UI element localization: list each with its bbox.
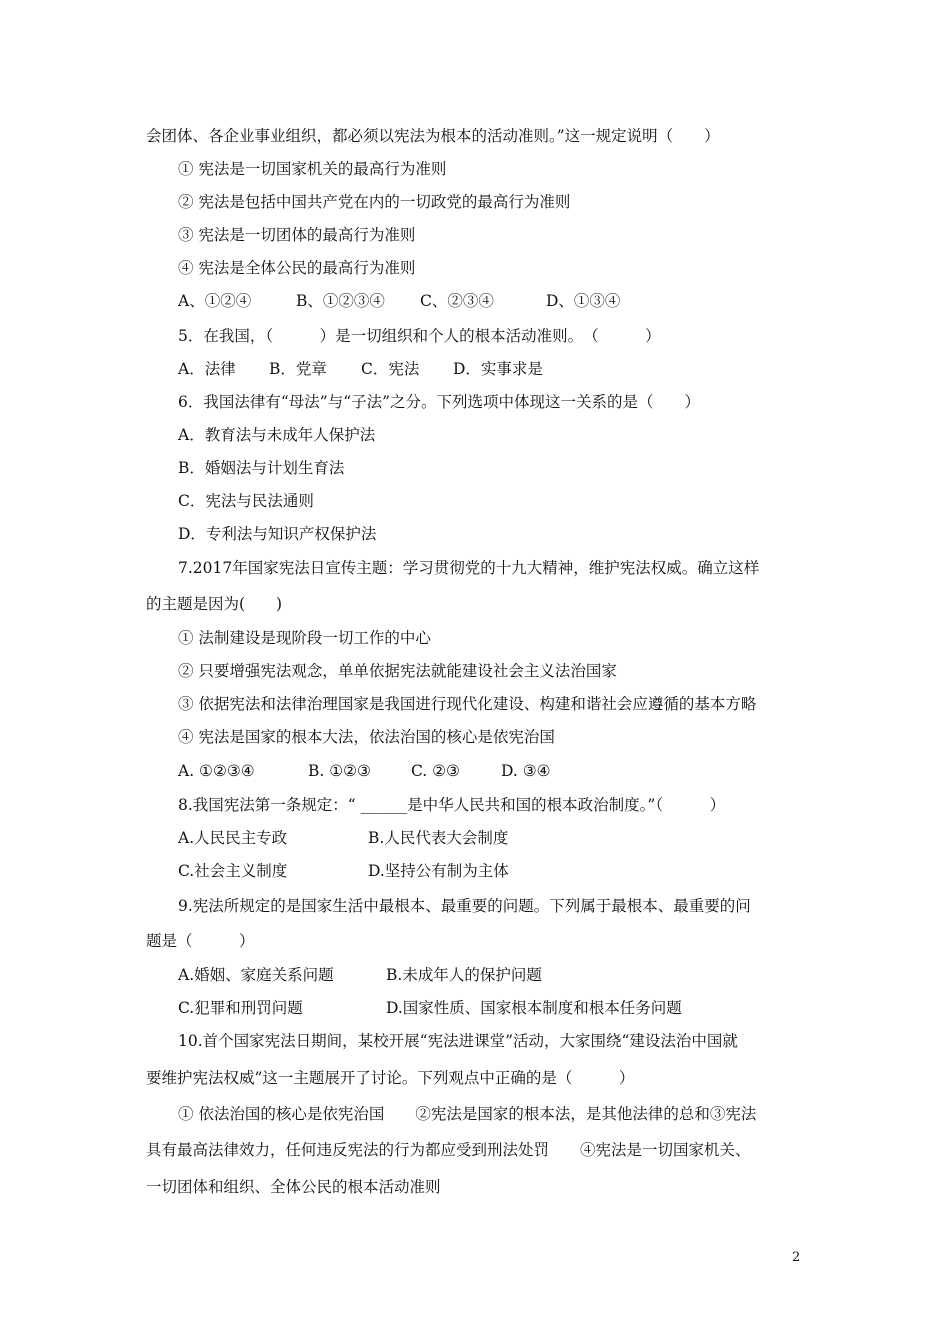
question-8: 8.我国宪法第一条规定：“ ______是中华人民共和国的根本政治制度。”（ ） (178, 796, 726, 814)
statement-3: ③ 宪法是一切团体的最高行为准则 (178, 226, 416, 244)
text-line: 一切团体和组织、全体公民的根本活动准则 (146, 1178, 441, 1196)
text-line: 具有最高法律效力，任何违反宪法的行为都应受到刑法处罚 ④宪法是一切国家机关、 (146, 1141, 751, 1159)
answer-options (178, 285, 848, 318)
text-line: 题是（ ） (146, 932, 255, 950)
option-b: B．党章 (269, 360, 327, 378)
option-a: A.婚姻、家庭关系问题 (178, 966, 334, 984)
option-a: A.人民民主专政 (178, 829, 288, 847)
option-d: D.坚持公有制为主体 (368, 862, 509, 880)
option-b: B.未成年人的保护问题 (386, 966, 542, 984)
answer-options (178, 855, 848, 888)
question-7: 7.2017年国家宪法日宣传主题：学习贯彻党的十九大精神，维护宪法权威。确立这样 (178, 559, 760, 577)
option-c: C．宪法与民法通则 (178, 492, 314, 510)
text-line: 要维护宪法权威”这一主题展开了讨论。下列观点中正确的是（ ） (146, 1069, 635, 1087)
statement-2: ② 宪法是包括中国共产党在内的一切政党的最高行为准则 (178, 193, 571, 211)
answer-options (178, 822, 848, 855)
question-6: 6．我国法律有“母法”与“子法”之分。下列选项中体现这一关系的是（ ） (178, 393, 701, 411)
option-c: C.犯罪和刑罚问题 (178, 999, 303, 1017)
option-a: A、①②④ (178, 292, 252, 310)
option-a: A. ①②③④ (178, 762, 255, 780)
option-d: D、①③④ (546, 292, 621, 310)
option-b: B．婚姻法与计划生育法 (178, 459, 345, 477)
option-b: B.人民代表大会制度 (368, 829, 509, 847)
question-10: 10.首个国家宪法日期间，某校开展“宪法进课堂”活动，大家围绕“建设法治中国就 (178, 1032, 738, 1050)
option-c: C、②③④ (420, 292, 494, 310)
option-d: D. ③④ (501, 762, 551, 780)
statement-3: ③ 依据宪法和法律治理国家是我国进行现代化建设、构建和谐社会应遵循的基本方略 (178, 695, 757, 713)
answer-options (178, 755, 848, 788)
question-5: 5．在我国，（ ）是一切组织和个人的根本活动准则。 （ ） (178, 327, 661, 345)
statement-4: ④ 宪法是国家的根本大法，依法治国的核心是依宪治国 (178, 728, 555, 746)
answer-options (178, 353, 848, 386)
option-c: C. ②③ (411, 762, 460, 780)
statement-4: ④ 宪法是全体公民的最高行为准则 (178, 259, 416, 277)
page-number: 2 (792, 1250, 801, 1265)
question-9: 9.宪法所规定的是国家生活中最根本、最重要的问题。下列属于最根本、最重要的问 (178, 897, 751, 915)
statement-1: ① 法制建设是现阶段一切工作的中心 (178, 629, 431, 647)
text-line: 的主题是因为( ) (146, 595, 283, 613)
text-line: 会团体、各企业事业组织，都必须以宪法为根本的活动准则。”这一规定说明（ ） (146, 127, 720, 145)
answer-options (178, 992, 848, 1025)
option-c: C.社会主义制度 (178, 862, 288, 880)
option-b: B、①②③④ (296, 292, 385, 310)
option-d: D．专利法与知识产权保护法 (178, 525, 377, 543)
option-a: A．教育法与未成年人保护法 (178, 426, 376, 444)
option-d: D．实事求是 (453, 360, 543, 378)
statement-1: ① 宪法是一切国家机关的最高行为准则 (178, 160, 447, 178)
statement-2: ② 只要增强宪法观念，单单依据宪法就能建设社会主义法治国家 (178, 662, 617, 680)
option-c: C．宪法 (361, 360, 420, 378)
option-d: D.国家性质、国家根本制度和根本任务问题 (386, 999, 682, 1017)
answer-options (178, 959, 848, 992)
statement-line: ① 依法治国的核心是依宪治国 ②宪法是国家的根本法，是其他法律的总和③宪法 (178, 1105, 757, 1123)
option-b: B. ①②③ (308, 762, 371, 780)
option-a: A．法律 (178, 360, 236, 378)
